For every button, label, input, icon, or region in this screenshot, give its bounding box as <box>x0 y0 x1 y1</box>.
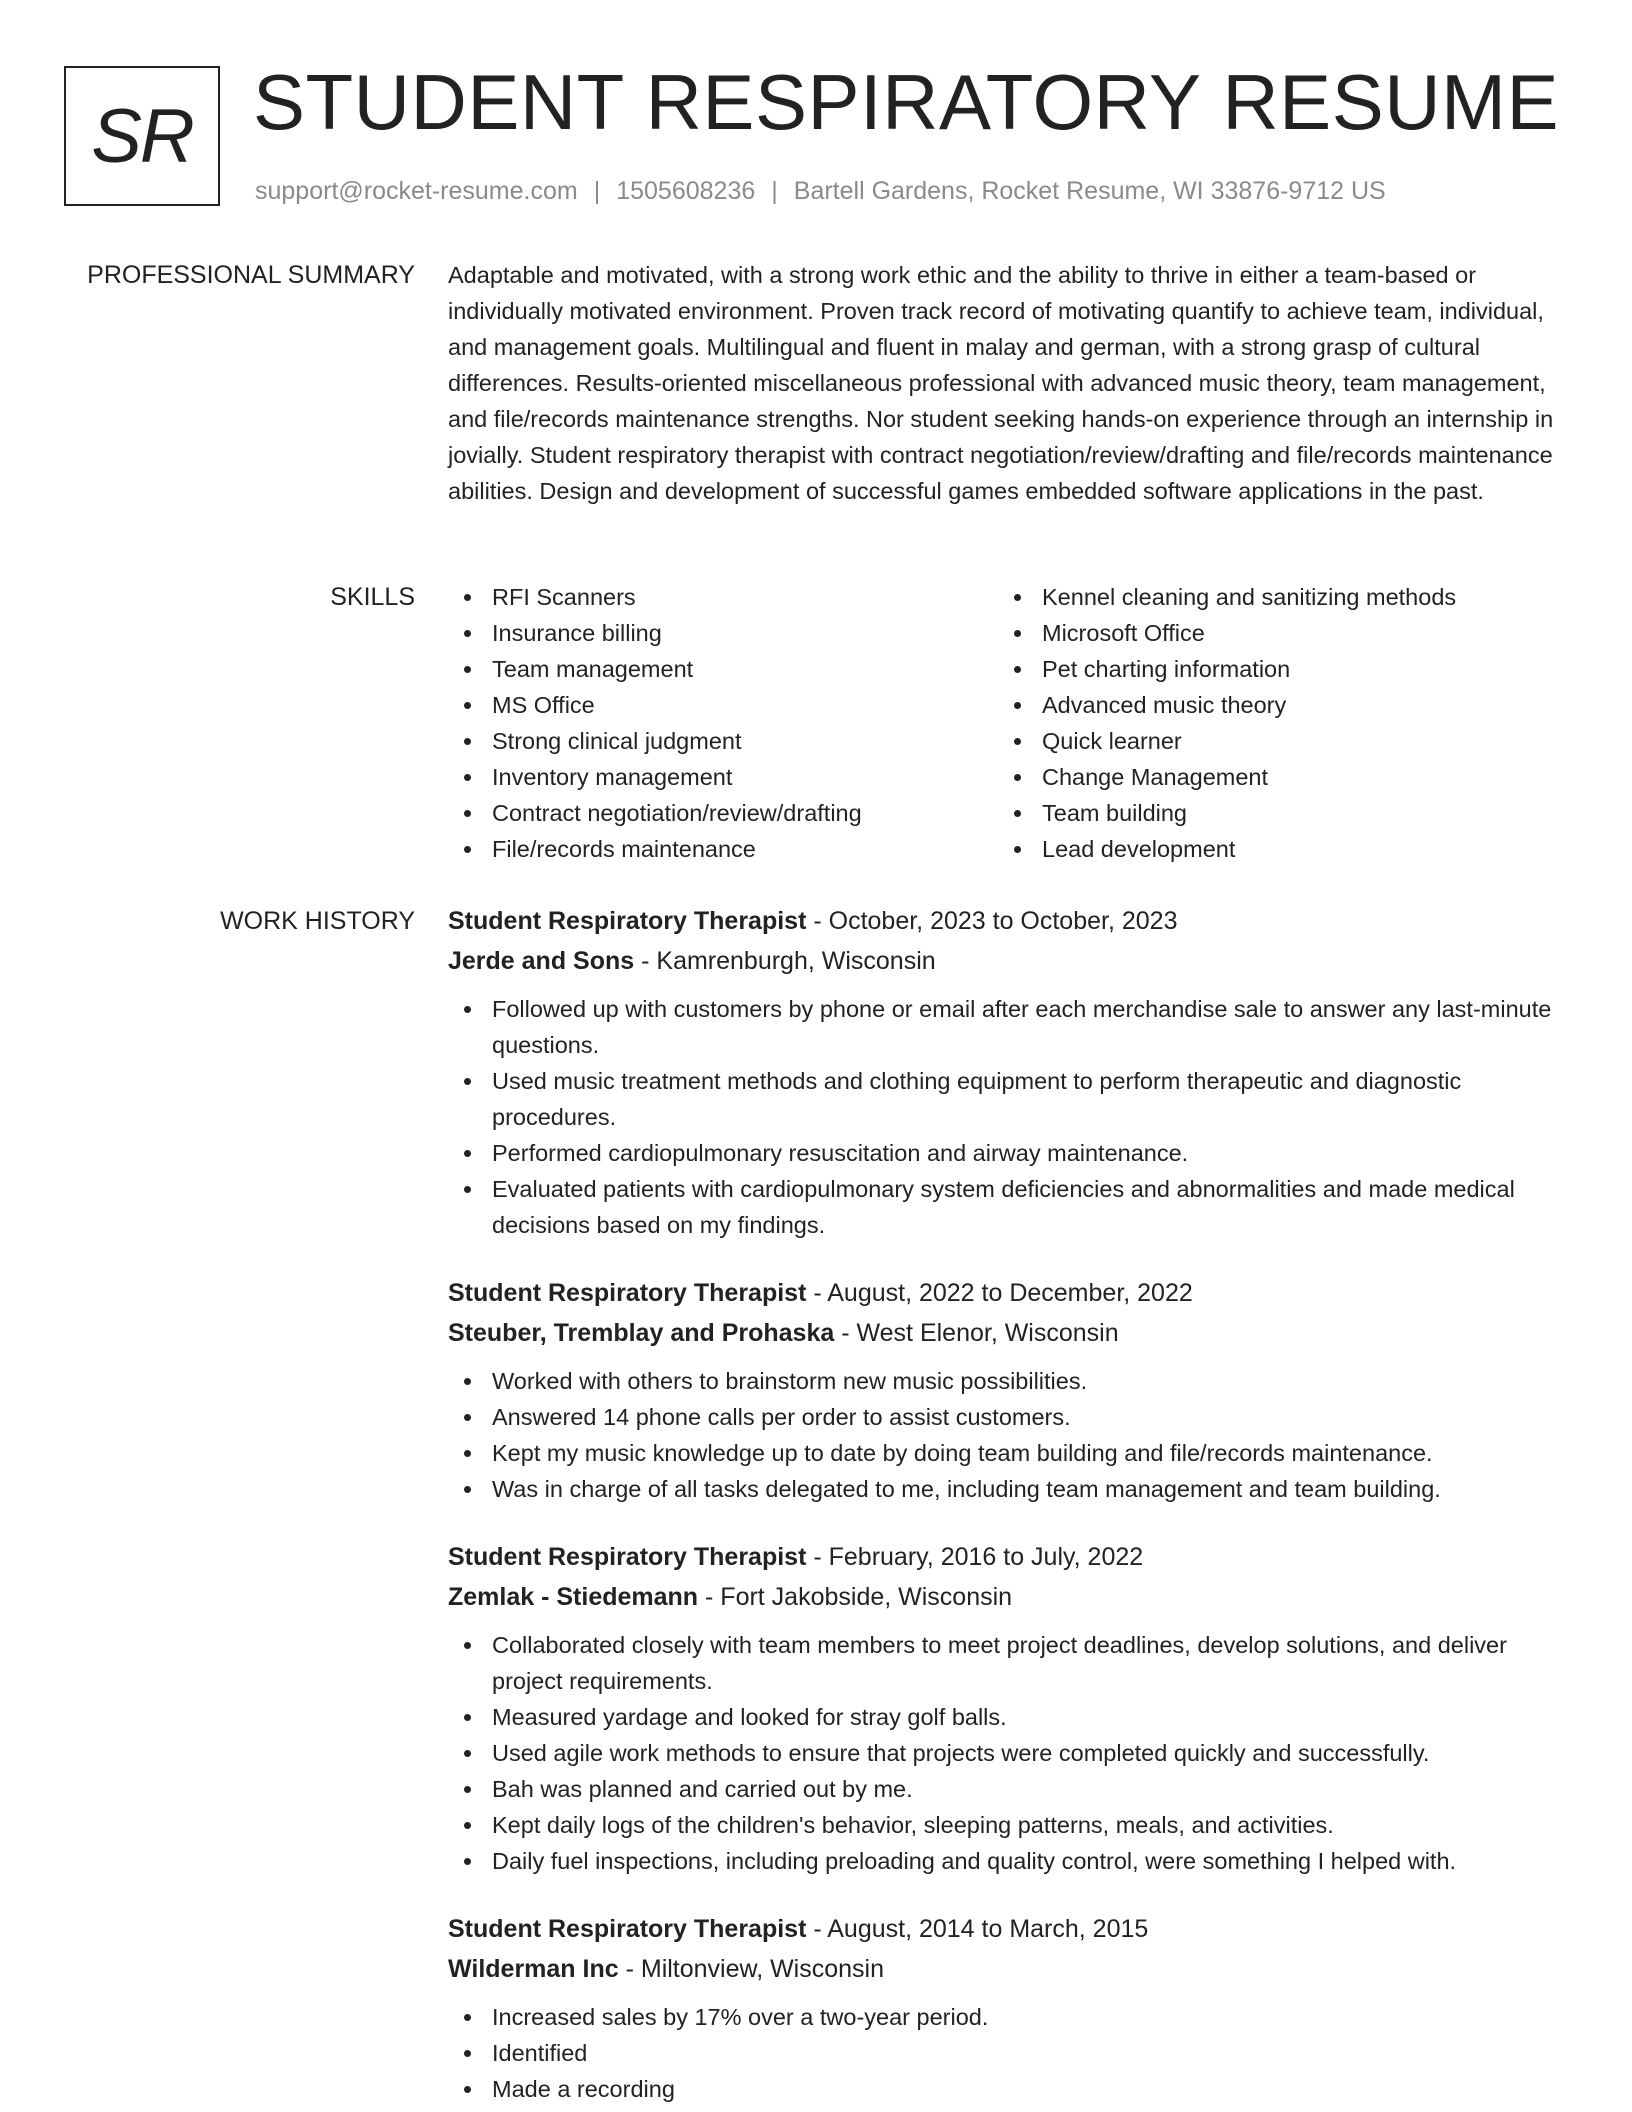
job-bullet: Evaluated patients with cardiopulmonary system deficiencies and abnormalities and made medical decisions based on my findings. <box>448 1171 1572 1243</box>
skill-item: Quick learner <box>998 723 1548 759</box>
skill-item: File/records maintenance <box>448 831 998 867</box>
job-company-line <box>448 941 1572 981</box>
job-location: - Fort Jakobside, Wisconsin <box>698 1583 1013 1611</box>
job-title-line <box>448 1273 1572 1313</box>
job-bullet: Made a recording <box>448 2071 1572 2107</box>
skill-item: Contract negotiation/review/drafting <box>448 795 998 831</box>
monogram-badge <box>64 66 220 206</box>
job-company: Zemlak - Stiedemann <box>448 1583 699 1611</box>
skill-item: Microsoft Office <box>998 615 1548 651</box>
job-bullets <box>448 1999 1572 2107</box>
job-bullet: Kept my music knowledge up to date by doing team building and file/records maintenance. <box>448 1435 1572 1471</box>
resume-title: STUDENT RESPIRATORY RESUME <box>253 58 1560 146</box>
job-bullet: Increased sales by 17% over a two-year period. <box>448 1999 1572 2035</box>
summary-body <box>448 257 1572 509</box>
skill-item: Insurance billing <box>448 615 998 651</box>
job-title-line <box>448 1537 1572 1577</box>
contact-separator: | <box>593 177 601 205</box>
skill-item: Change Management <box>998 759 1548 795</box>
job-bullet: Worked with others to brainstorm new music possibilities. <box>448 1363 1572 1399</box>
job-location: - Kamrenburgh, Wisconsin <box>634 947 936 975</box>
skills-heading: SKILLS <box>330 583 415 611</box>
skill-item: Kennel cleaning and sanitizing methods <box>998 579 1548 615</box>
job-company: Wilderman Inc <box>448 1955 619 1983</box>
job-company: Steuber, Tremblay and Prohaska <box>448 1319 835 1347</box>
job-bullet: Used agile work methods to ensure that projects were completed quickly and successfully. <box>448 1735 1572 1771</box>
job-dates: - August, 2014 to March, 2015 <box>806 1915 1149 1943</box>
contact-line <box>255 174 1386 208</box>
job-title-line <box>448 1909 1572 1949</box>
job-company-line <box>448 1313 1572 1353</box>
job-company: Jerde and Sons <box>448 947 635 975</box>
skill-item: MS Office <box>448 687 998 723</box>
job-role: Student Respiratory Therapist <box>448 1279 807 1307</box>
skills-list-right <box>998 579 1548 867</box>
skill-item: RFI Scanners <box>448 579 998 615</box>
contact-phone[interactable]: 1505608236 <box>616 177 756 205</box>
job-dates: - February, 2016 to July, 2022 <box>806 1543 1144 1571</box>
job-bullet: Answered 14 phone calls per order to assist customers. <box>448 1399 1572 1435</box>
job-role: Student Respiratory Therapist <box>448 907 807 935</box>
job-location: - West Elenor, Wisconsin <box>834 1319 1119 1347</box>
job-bullet: Daily fuel inspections, including preloading and quality control, were something I helped with. <box>448 1843 1572 1879</box>
summary-text: Adaptable and motivated, with a strong work ethic and the ability to thrive in either a team-based or individually motivated environment. Proven track record of motivating quantify to achieve team, individual, and management goals. Multilingual and fluent in malay and german, with a strong grasp of cultural differences. Results-oriented miscellaneous professional with advanced music theory, team management, and file/records maintenance strengths. Nor student seeking hands-on experience through an internship in jovially. Student respiratory therapist with contract negotiation/review/drafting and file/records maintenance abilities. Design and development of successful games embedded software applications in the past. <box>448 262 1554 504</box>
skill-item: Inventory management <box>448 759 998 795</box>
job-bullet: Performed cardiopulmonary resuscitation and airway maintenance. <box>448 1135 1572 1171</box>
job-role: Student Respiratory Therapist <box>448 1543 807 1571</box>
skill-item: Team management <box>448 651 998 687</box>
work-history-heading: WORK HISTORY <box>220 907 415 935</box>
summary-heading: PROFESSIONAL SUMMARY <box>87 261 415 289</box>
job-bullets <box>448 1627 1572 1879</box>
job-bullet: Followed up with customers by phone or email after each merchandise sale to answer any last-minute questions. <box>448 991 1572 1063</box>
job-bullet: Measured yardage and looked for stray golf balls. <box>448 1699 1572 1735</box>
job-bullet: Identified <box>448 2035 1572 2071</box>
skill-item: Strong clinical judgment <box>448 723 998 759</box>
job-dates: - August, 2022 to December, 2022 <box>806 1279 1193 1307</box>
skill-item: Pet charting information <box>998 651 1548 687</box>
contact-separator: | <box>771 177 778 205</box>
job-bullet: Kept daily logs of the children's behavior, sleeping patterns, meals, and activities. <box>448 1807 1572 1843</box>
job-bullet: Used music treatment methods and clothing equipment to perform therapeutic and diagnostic procedures. <box>448 1063 1572 1135</box>
skill-item: Lead development <box>998 831 1548 867</box>
contact-email[interactable]: support@rocket-resume.com <box>255 177 578 205</box>
job-entry <box>448 1537 1572 1879</box>
skills-grid <box>448 579 1572 867</box>
contact-address: Bartell Gardens, Rocket Resume, WI 33876-9712 US <box>793 177 1386 205</box>
job-title-line <box>448 901 1572 941</box>
job-company-line <box>448 1949 1572 1989</box>
skill-item: Team building <box>998 795 1548 831</box>
job-entry <box>448 901 1572 1243</box>
job-location: - Miltonview, Wisconsin <box>618 1955 885 1983</box>
skill-item: Advanced music theory <box>998 687 1548 723</box>
job-bullet: Was in charge of all tasks delegated to me, including team management and team building. <box>448 1471 1572 1507</box>
job-bullet: Bah was planned and carried out by me. <box>448 1771 1572 1807</box>
job-role: Student Respiratory Therapist <box>448 1915 807 1943</box>
job-entry <box>448 1273 1572 1507</box>
job-bullets <box>448 991 1572 1243</box>
skills-body <box>448 579 1572 867</box>
job-bullet: Collaborated closely with team members to meet project deadlines, develop solutions, and deliver project requirements. <box>448 1627 1572 1699</box>
job-company-line <box>448 1577 1572 1617</box>
monogram-initials: SR <box>91 93 193 179</box>
job-dates: - October, 2023 to October, 2023 <box>806 907 1178 935</box>
skills-list-left <box>448 579 998 867</box>
job-bullets <box>448 1363 1572 1507</box>
job-entry <box>448 1909 1572 2107</box>
work-history-body <box>448 901 1572 2112</box>
